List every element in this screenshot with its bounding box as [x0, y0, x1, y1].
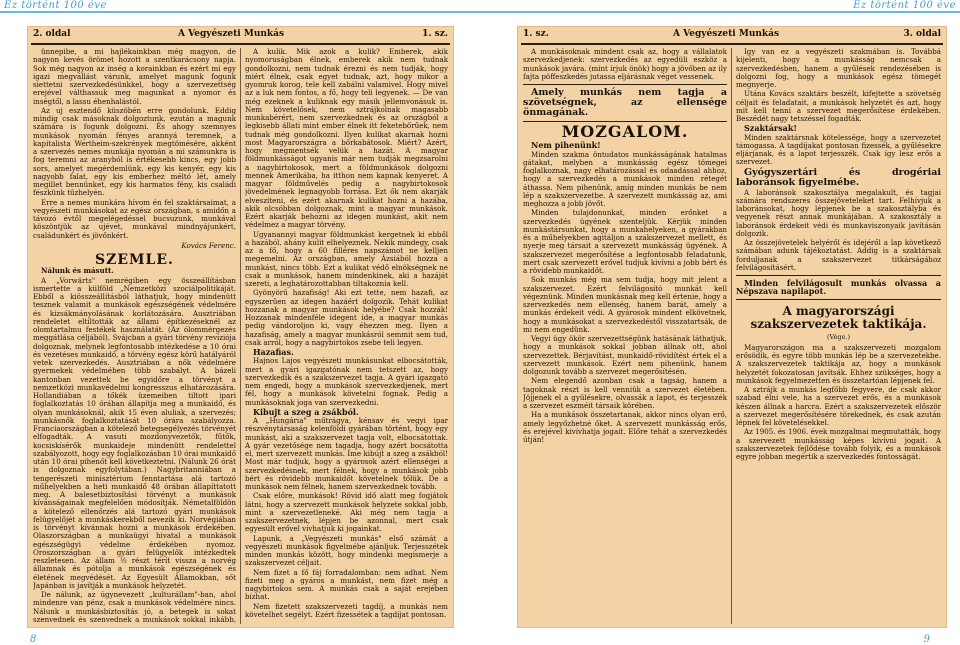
newspaper-title: A Vegyészeti Munkás	[178, 29, 285, 39]
paragraph: A „Hungária" műtrágya, kénsav és vegyi ipar részvénytársaság kelenföldi gyárában történt, hogy egy munkást, aki a szakszervezet tagja volt, elbocsátottak. A gyár vezetősége nem tagadja, hogy azért bocsátotta el, mert szervezett munkás. Íme kibújt a szeg a zsákból! Most már tudjuk, hogy a gyárosok azért ellenségei a szervezkedésnek, mert félnek, hogy a munkások jobb bért és rövidebb munkaidőt követelnek tőlük. De a munkások nem félnek, hanem szervezkednek tovább.	[245, 416, 448, 491]
column-1	[523, 48, 727, 624]
column-2	[245, 48, 448, 624]
banner-rule-left	[0, 11, 480, 13]
column-1	[33, 48, 236, 624]
brand-title-right: Ez történt 100 éve	[853, 0, 956, 11]
paragraph: Hajnos Lajos vegyészeti munkásunkat elbocsátották, mert a gyári igazgatónak nem tetszett az, hogy szervezkedik és a szakszervezet tagja. A gyári igazgató nem engedi, hogy a munkások szervezkedjenek, mert fél, hogy a munkások követelni fognak. Pedig a munkásoknak joga van szervezkedni.	[245, 356, 448, 407]
paragraph: Ugyanannyi magyar földmunkást kergetnek ki ebből a hazából, ahány kulit elhelyeznek. Nekik mindegy, csak az a fő, hogy a 60 filléres napszámot ne kelljen megemelni. Az országban, amely Ázsiából hozza a munkást, nincs több. Ezt a kulikat védő elnökségnek ne csak a munkások, hanem mindenkinek, aki a hazáját szereti, a leghatározottabban tiltakoznia kell.	[245, 229, 448, 288]
column-divider	[731, 48, 732, 624]
paragraph: Ha a munkások összetartanak, akkor nincs olyan erő, amely legyőzhetné őket. A szervezett munkásság erős, és erejével kivívhatja jogait. Előre tehát a szervezkedés útján!	[523, 410, 727, 444]
spread-page-number-right: 9	[923, 634, 930, 645]
issue-number: 1. sz.	[422, 29, 448, 39]
page-number-label: 3. oldal	[903, 29, 941, 39]
article-title: A magyarországi szakszervezetek taktikája.	[750, 303, 927, 331]
column-2	[736, 48, 941, 624]
article-subtitle: Gyógyszertári és drogériai laboránsok figyelmébe.	[736, 166, 941, 188]
newspaper-page-right	[517, 26, 947, 628]
divider	[736, 275, 941, 276]
signature: Kovács Ferenc.	[181, 240, 236, 250]
issue-number: 1. sz.	[523, 29, 549, 39]
column-divider	[240, 48, 241, 624]
spread-page-number-left: 8	[30, 634, 37, 645]
article-note: (Vége.)	[826, 332, 851, 341]
paragraph: Nem fizet a fő fáj forradalomban: nem adhat. Nem fizeti meg a gyáros a munkást, nem fizet még a nagybirtokos sem. A munkás csak a saját erejében bízhat.	[245, 567, 448, 602]
paragraph: A sztrájk a munkás legfőbb fegyvere, de csak akkor szabad élni vele, ha a szervezet erős, és a munkások készen állnak a harcra. Ezért a szakszervezetek először a szervezet megerősítésére törekednek, és csak azután lépnek fel követelésekkel.	[736, 385, 941, 427]
paragraph: Igy van ez a vegyészeti szakmában is. Továbbá kijelenti, hogy a munkásság nemcsak a szervezkedésben, hanem a gyűlések rendezésében is dolgozni fog, hogy a munkások egész tömegét megnyerje.	[736, 48, 941, 89]
paragraph: Erre a nemes munkára hívom én fel szaktársaimat, a vegyészeti munkásokat az egész országban, s amidőn a távozó évtől megelégedéssel bucsuzunk, munkával köszöntjük az ujévet, munkával mindnyájunkért, családunkért és jövőnkért.	[33, 197, 236, 240]
newspaper-page-left	[27, 26, 454, 628]
paragraph: Az 1905. és 1906. évek mozgalmai megmutatták, hogy a szervezett munkásság képes kivívni jogait. A szakszervezetek fejlődése tovább folyik, és a munkások egyre jobban megértik a szervezkedés fontosságát.	[736, 427, 941, 461]
paragraph: Minden szaktársnak kötelessége, hogy a szervezetet támogassa. A tagdíjakat pontosan fizessék, a gyűlésekre eljárjanak, és a lapot terjesszék. Csak így lesz erős a szervezet.	[736, 132, 941, 167]
paragraph: Minden tulajdonunkat, minden erőnket a szervezkedés ügyének szenteljük. Kérjük minden munkástársunkat, hogy a munkahelyeken, a gyárakban és a műhelyekben agitáljon a szakszervezet mellett, és nyerje meg társait a szervezett munkásság ügyének. A szakszervezet megerősítése a legfontosabb feladatunk, mert csak szervezett erővel tudjuk kivívni a jobb bért és a rövidebb munkaidőt.	[523, 208, 727, 275]
page-header	[523, 29, 941, 43]
paragraph: Gyönyörű hazafiság! Aki ezt tette, nem hazafi, az egyszerűen az idegen hazáért dolgozik. Tehát kulikat hozzanak a magyar munkások helyébe? Csak hozzák! Hozzanak mindenféle idegent ide, a magyar munkás pedig vándoroljon ki, vagy éhezzen meg. Ilyen a hazafiság, amely a magyar munkásról semmit sem tud, csak arról, hogy a nagybirtokos zsebe teli legyen.	[245, 288, 448, 347]
section-heading: MOZGALOM.	[561, 122, 689, 141]
banner-rule-right	[480, 11, 960, 13]
paragraph: A „Vorwärts" nemrégiben egy összeállításban ismertette a külföld „Nemzetközi szociálpolitikáját. Ebből a kiösszeállításból láthatjuk, hogy mindenütt tesznek valamit a munkások egészségének védelmére és kizsákmányolásának korlátozására. Ausztriában rendeletet eltiltották az állami építkezéseknél az olomtartalmu festékek használatát. (Az ólommérgezés meggátlása céljából). Svájcban a gyári törvény revíziója dolgoznak, melynek legfontosabb intézkedése a 10 órai és vezetéses munkaidő, a törvény egész körű hatályáról vetek szervezkedés. Ausztriában a nők védelmére gyermekek védelmében több szabályt. A bázeli kantonban vezettek be egyidőre a törvényt a nemzetközi munkavédelmi kongresszus elhatározására. Hollandiában a tőkék üzemeiben tiltott ipari foglalkoztatás 10 órában állapítja meg a munkaidő, és olyan munkásoknál, akik 15 éven aluliak, a szervezés; munkásnők foglalkoztatását 10 órára szabályozza. Franciaországban a kötelező betegsegélyezés törvényét elfogadták. A vasuti mozdonyvezetők, fűtők, kocsiskísérők munkaideje mindenütt rendelettel szabályozott, hogy egy foglalkozásban 10 órai munkaidő után 10 órai pihenőt kell következtetni. (Nálunk 26 órát is dolgoznak egyfolytában.) Nagybritanniában a tengerészeti minisztérium fenntartása alá tartozó műhelyekben a heti munkaidő 48 órában állapíttatott meg. A balesetbiztosítási törvényt a munkások kívánságainak megfelelően módosítják. Németalföldön a kötelező ellenőrzés alá tartozó gyári munkások felügyelőjét a munkáskerekből nevezik ki. Norvégiában is törvényt kívánnak hozni a munkások érdekében. Olaszországban a munkaügyi hivatal a munkások egészségügyi védelme érdekében nyomoz. Oroszországban a gyári felügyelők intézkedtek reszletesen. Az állam ½ részt térít vissza a norvég államnak és pótolja a munkások egészségének és életének megvédését. Az Egyesült Államokban, sőt Japánban is javítják a munkások helyzetét.	[33, 275, 236, 590]
top-banner	[0, 0, 960, 13]
divider	[523, 84, 727, 85]
page-header	[33, 29, 448, 43]
brand-title-left: Ez történt 100 éve	[4, 0, 107, 11]
paragraph: A laboránsok szakosztálya megalakult, és tagjai számára rendszeres összejöveteleket tart. Felhívjuk a laboránsokat, hogy lépjenek be a szakosztályba és vegyenek részt annak munkájában. A szakosztály a laboránsok érdekeit védi és munkaviszonyaik javításán dolgozik.	[736, 187, 941, 238]
paragraph: De nálunk, az úgynevezett „kulturállam"-ban, ahol mindenre van pénz, csak a munkások védelmére nincs. Nálunk a munkásbiztosítás jó, a betegek is sokat szenvednek és szenvednek a munkások sokkal inkább,	[33, 590, 236, 624]
divider	[736, 299, 941, 300]
paragraph: Az összejövetelek helyéről és idejéről a lap következő számában adunk tájékoztatást. Addig is a szaktársak forduljanak a szakszervezet titkárságához felvilágosításért.	[736, 238, 941, 272]
article-subtitle: Nem pihenünk!	[531, 140, 601, 151]
header-rule	[31, 43, 450, 45]
article-subtitle: Kibujt a szeg a zsákból.	[253, 406, 359, 417]
paragraph: Nem fizetett szakszervezeti tagdíj, a munkás nem követelhet segélyt. Ezért fizessétek a tagdíjat pontosan.	[245, 601, 448, 619]
paragraph: Magyarországon ma a szakszervezeti mozgalom erősödik, és egyre több munkás lép be a szervezetekbe. A szakszervezetek taktikája az, hogy a munkások helyzetét fokozatosan javítsák. Ehhez szükséges, hogy a munkások fegyelmezetten és összetartóan lépjenek fel.	[736, 342, 941, 385]
paragraph: Az uj esztendő küszöbén erre gondolunk. Eddig mindig csak másoknak dolgoztunk, ezután a magunk számára is fogunk dolgozni. És ahogy szemnyes munkások nyomán fényes arannyá teremnek, a kapitalista Wertheim-szekrények megtömésére, akként a szervezés nemes munkája nyomán a mi számunkra is fog teremni az aranyból is értékesebb kincs, egy jobb sors, amelyet megérdemlünk, egy kis kenyér, egy kis nagyobb falat, egy kis emberhez méltó lét, amely megillet bennünket, egy kis harmatos fény, kis családi fészkünk tűzhelyén.	[33, 105, 236, 198]
paragraph: Sok munkás még ma sem tudja, hogy mit jelent a szakszervezet. Ezért felvilágosító munkát kell végeznünk. Minden munkásnak meg kell értenie, hogy a szervezkedés nem ellenség, hanem barát, amely a munkás érdekeit védi. A gyárosok mindent elkövetnek, hogy a munkásokat a szervezkedéstől visszatartsák, de mi nem engedünk.	[523, 275, 727, 334]
paragraph: ünnepibe, a mi hajlékainkban még magyon, de nagyon kevés örömet hozott a szentkarácsony napja. Sok még nagyon az inség a korainkban és ezért mi egy igazi megvállást várunk, amelyet magunk fogunk siettetni szervezkedésünkkel, hogy a szervezettség erejével válthassuk meg magunkat a nyomor és inségtől, a lassu éhenhalástól.	[33, 48, 236, 106]
paragraph: Lapunk, a „Vegyészeti munkás" első számát a vegyészeti munkások figyelmébe ajánljuk. Terjesszétek minden munkás között, hogy mindenki megismerje a szakszervezet céljait.	[245, 533, 448, 568]
article-subtitle: Hazafias.	[253, 347, 294, 357]
section-heading: SZEMLE.	[95, 252, 174, 268]
slogan-box: Amely munkás nem tagja a szövetségnek, az ellensége önmagának.	[523, 87, 727, 118]
paragraph: A kulik. Mik azok a kulik? Emberek, akik nyomoruságban élnek, emberek akik nem tudnak gondolkozni, nem tudnak érezni és nem tudják, hogy miért élnek, csak egyet tudnak, azt, hogy mikor a gyomruk korog, tele kell zabálni valamivel. Hogy mivel az a luk nem fontos, a fő, hogy teli legyenek. — De van még ezeknek a kuliknak egy másik jellemvonásuk is. Nem követelősek, nem sztrájkolnak magasabb munkabérért, nem szervezkednek és az országból a legkisebb állati mint ember élnek itt feketebőrűek, nem tudnak még gondolkozni. Ilyen kulikat akarnak hozni most Magyarországra a bőrkabátosok. Miért? Azért, hogy megmentsék velük a hazát. A magyar földmunkásságot ugyanis már nem tudják megzsarolni a nagybirtokosok, mert a földmunkások dolgozni mennek Amerikába, ha itthon nem kapnak kenyeret. A magyar földművelés pedig a nagybirtokosok jövedelmének legnagyobb forrása. Ezt ők nem akarják elveszíteni, és ezért akarnak kulikat hozni a hazába, akik olcsóbban dolgoznak, mint a magyar munkások. Ezért akarják behozni az idegen munkást, akit nem védelmez a magyar törvény.	[245, 48, 448, 230]
newspaper-title: A Vegyészeti Munkás	[673, 29, 780, 39]
page-number-label: 2. oldal	[33, 29, 71, 39]
paragraph: Csak előre, munkások! Rövid idő alatt meg fogjátok látni, hogy a szervezett munkások helyzete sokkal jobb, mint a szervezetleneké. Aki még nem tagja a szakszervezetnek, lépjen be azonnal, mert csak egyesült erővel vívhatjuk ki jogainkat.	[245, 491, 448, 534]
notice: Minden felvilágosult munkás olvassa a Népszava napilapot.	[736, 278, 941, 297]
paragraph: Nem elegendő azonban csak a tagság, hanem a tagoknak részt is kell venniük a szervezet életében. Jöjjenek el a gyűlésekre, olvassák a lapot, és terjesszék a szervezet eszméit társaik körében.	[523, 376, 727, 410]
article-subtitle: Szaktársak!	[744, 123, 797, 134]
paragraph: Minden szakma öntudatos munkásságának hatalmas gátakat, melyben a munkásság egész tömegei foglalkoznak, nagy elhatározással és odaadással ahhoz, hogy a szervezkedés a munkások minden rétegét áthassa. Nem pihenünk, amíg minden munkás be nem lép a szakszervezetbe. A szervezett munkásság az, ami meghozza a jobb jövőt.	[523, 149, 727, 208]
paragraph: Utána Kovács szaktárs beszélt, kifejtette a szövetség céljait és feladatait, a munkások helyzetét és azt, hogy mit kell tenni a szervezet megerősítése érdekében. Beszédét nagy tetszéssel fogadták.	[736, 89, 941, 123]
article-subtitle: Nálunk és másutt.	[41, 266, 114, 276]
paragraph: Vegyi ügy ökör szervezettségünk hatásának láthatjuk, hogy a munkások sokkal jobban állnak ott, ahol szervezettek. Bérjavítást, munkaidő-rövidítést értek el a szervezett munkások. Ezért nem pihenünk, hanem dolgozunk tovább a szervezet megerősítésén.	[523, 334, 727, 376]
header-rule	[521, 43, 943, 45]
paragraph: A munkásoknak mindent csak az, hogy a vállalatok szervezkedjenek: szervezkedés az egyedüli eszköz a munkások javára. (mint írjuk önök) hogy a jövőben az ily fajta pöffeszkedés jutassa eljárásnak véget vessenek.	[523, 48, 727, 81]
